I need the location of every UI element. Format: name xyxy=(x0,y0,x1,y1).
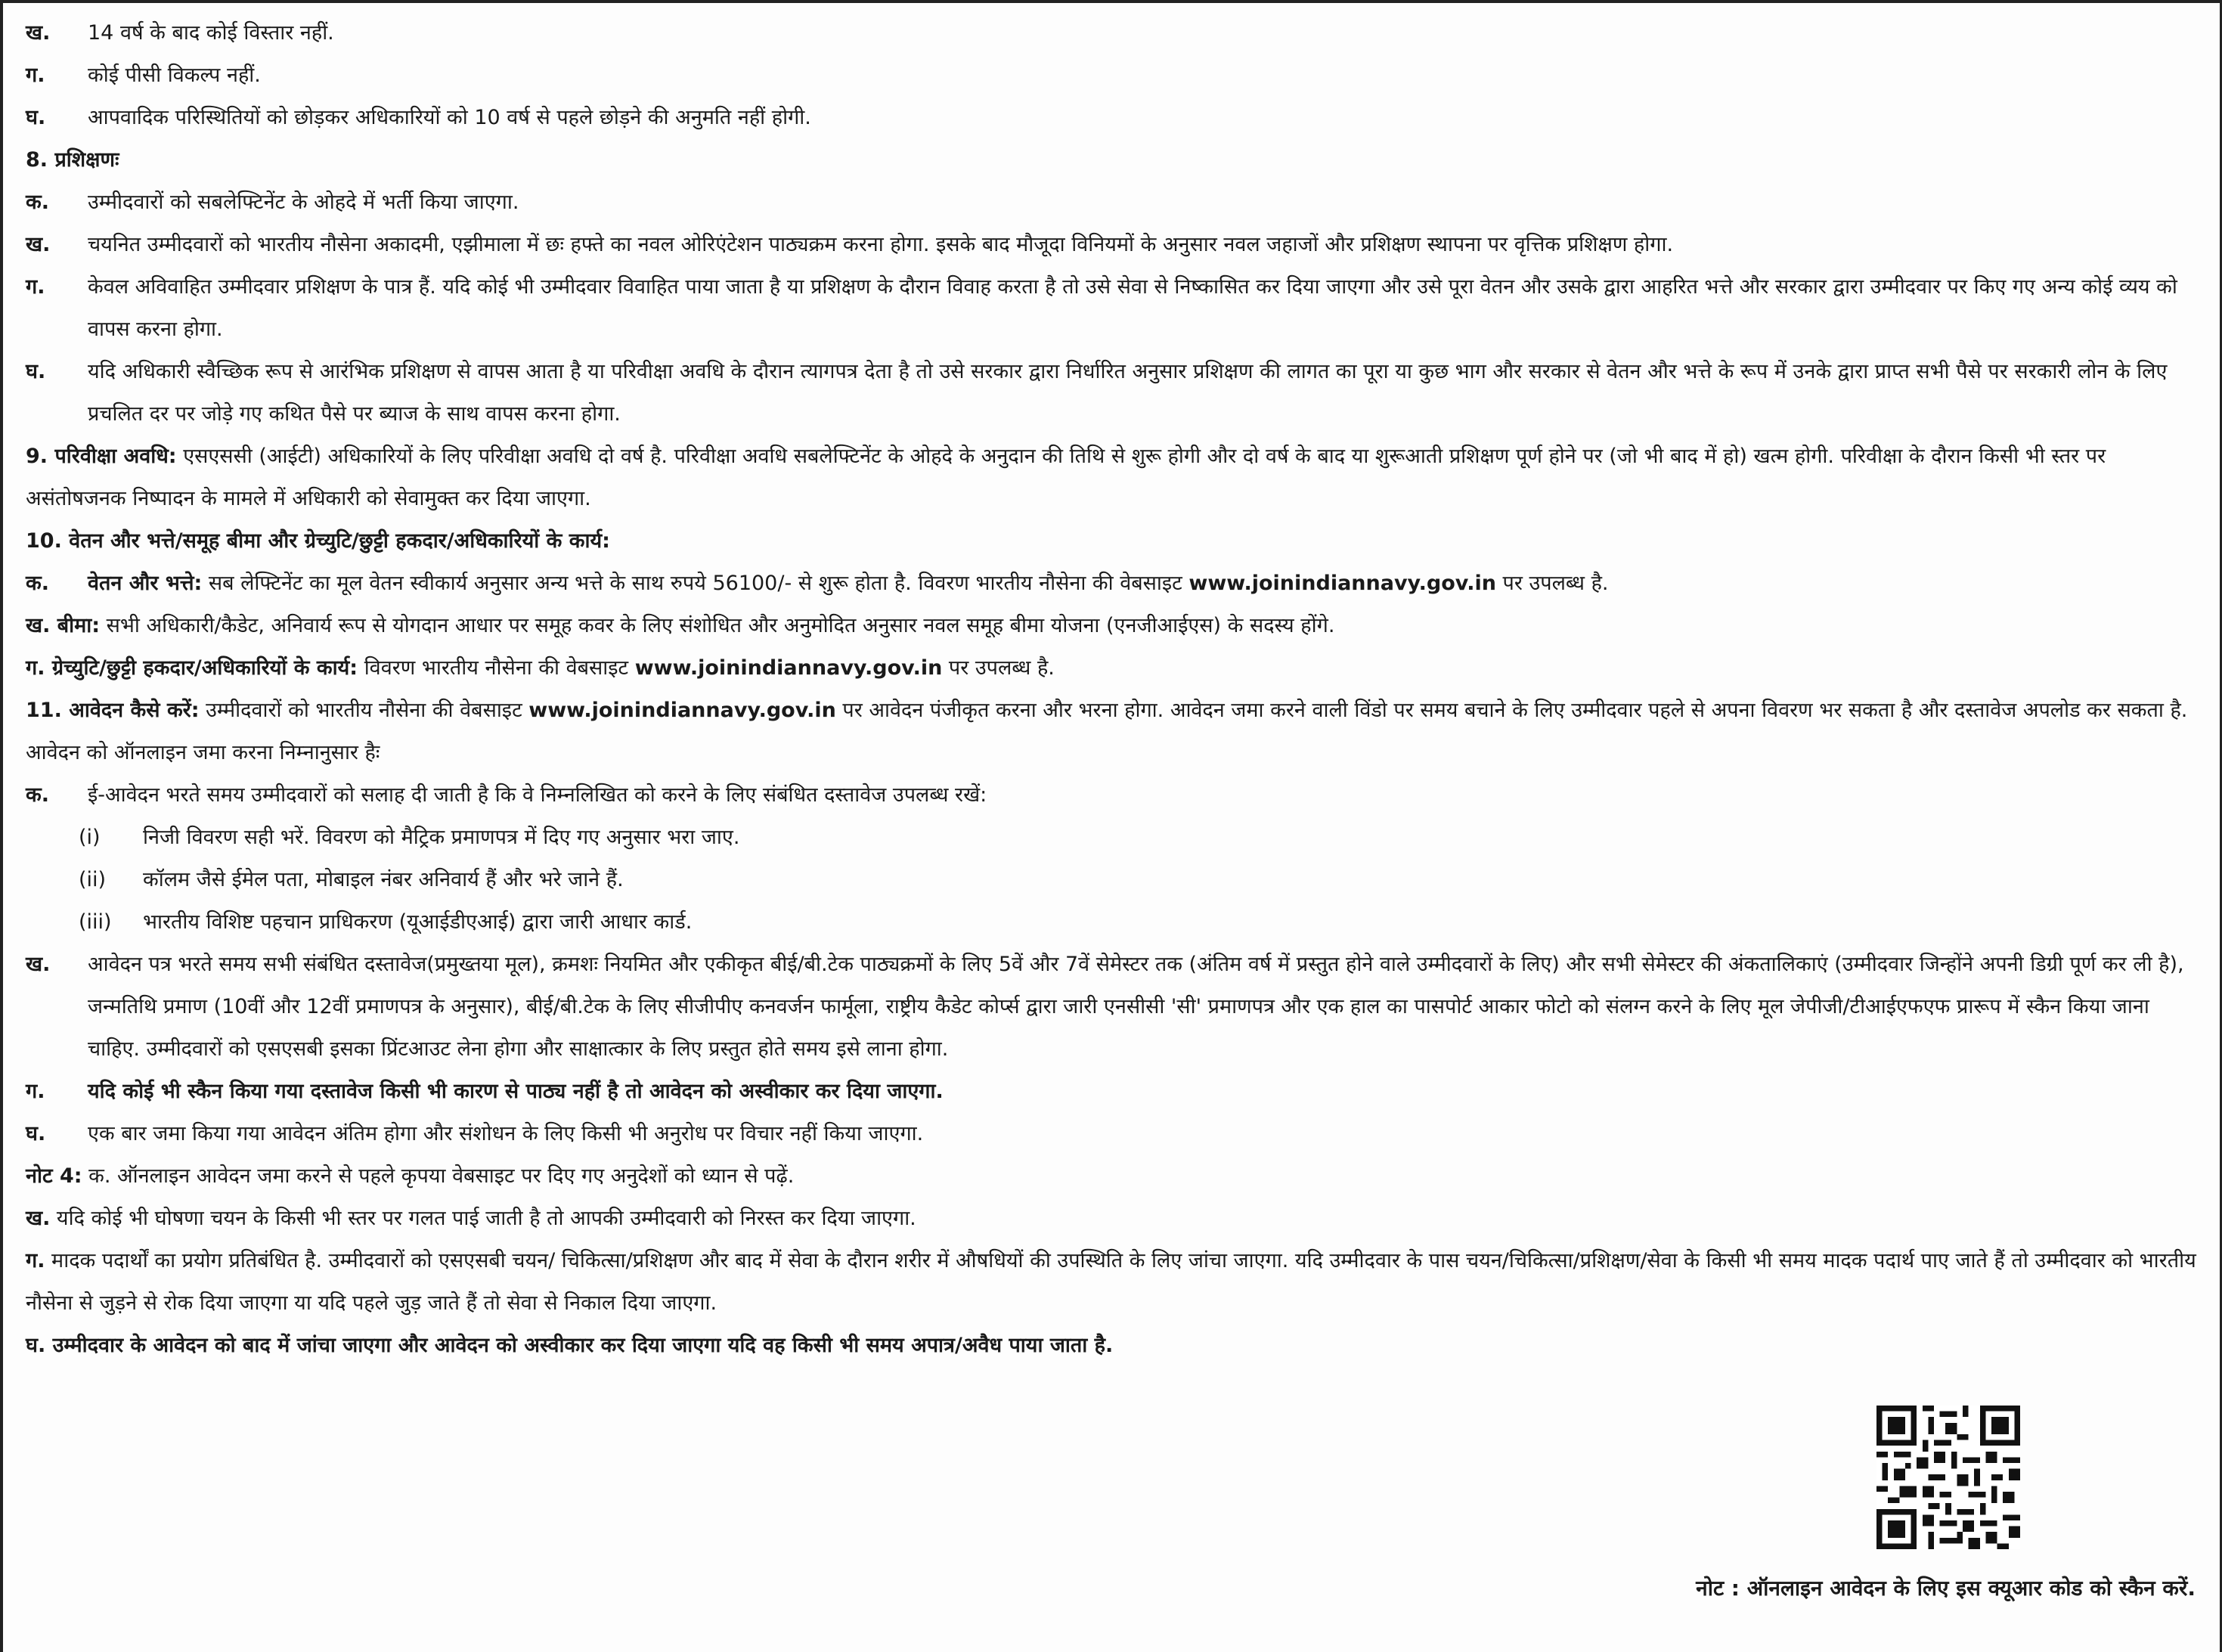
website-url: www.joinindiannavy.gov.in xyxy=(528,699,836,722)
section-tail: पर आवेदन पंजीकृत करना और भरना होगा. आवेदन जमा करने वाली विंडो पर समय बचाने के लिए उम्मीदवार पहले से अपना विवरण भर सकता है और दस्तावेज अपलोड कर सकता है. आवेदन को ऑनलाइन जमा करना निम्नानुसार हैः xyxy=(26,699,2188,764)
website-url: www.joinindiannavy.gov.in xyxy=(634,656,943,680)
qr-scan-note: नोट : ऑनलाइन आवेदन के लिए इस क्यूआर कोड को स्कैन करें. xyxy=(1696,1576,2196,1601)
item-text xyxy=(88,563,2203,605)
note-lead: नोट 4: xyxy=(26,1164,82,1188)
item-marker: घ. xyxy=(26,106,46,129)
sub-list-item xyxy=(26,901,2203,944)
item-text: केवल अविवाहित उम्मीदवार प्रशिक्षण के पात्र हैं. यदि कोई भी उम्मीदवार विवाहित पाया जाता है या प्रशिक्षण के दौरान विवाह करता है तो उसे सेवा से निष्कासित कर दिया जाएगा और उसे पूरा वेतन और उसके द्वारा आहरित भत्ते और सरकार द्वारा उम्मीदवार पर किए गए अन्य कोई व्यय को वापस करना होगा. xyxy=(88,275,2177,341)
sub-item-text: भारतीय विशिष्ट पहचान प्राधिकरण (यूआईडीएआई) द्वारा जारी आधार कार्ड. xyxy=(143,910,693,934)
list-item xyxy=(26,54,2203,97)
note-4-a xyxy=(26,1155,2203,1198)
note-4-d: घ. उम्मीदवार के आवेदन को बाद में जांचा जाएगा और आवेदन को अस्वीकार कर दिया जाएगा यदि वह किसी भी समय अपात्र/अवैध पाया जाता है. xyxy=(26,1334,1114,1357)
item-marker: ख. xyxy=(26,21,51,45)
sub-item-text: कॉलम जैसे ईमेल पता, मोबाइल नंबर अनिवार्य हैं और भरे जाने हैं. xyxy=(143,868,624,891)
item-text: 14 वर्ष के बाद कोई विस्तार नहीं. xyxy=(88,21,334,45)
item-marker: क. xyxy=(26,572,49,595)
item-marker: घ. xyxy=(26,1122,46,1145)
list-item xyxy=(26,351,2203,435)
item-text: यदि कोई भी स्कैन किया गया दस्तावेज किसी भी कारण से पाठ्य नहीं है तो आवेदन को अस्वीकार कर दिया जाएगा. xyxy=(88,1080,944,1103)
list-item xyxy=(26,266,2203,351)
list-item xyxy=(26,12,2203,54)
list-item xyxy=(26,224,2203,266)
item-marker: ग. xyxy=(26,1080,45,1103)
item-tail: पर उपलब्ध है. xyxy=(1495,572,1609,595)
item-marker: क. xyxy=(26,191,49,214)
item-tail: पर उपलब्ध है. xyxy=(942,656,1055,680)
item-text: सभी अधिकारी/कैडेट, अनिवार्य रूप से योगदान आधार पर समूह कवर के लिए संशोधित और अनुमोदित अनुसार नवल समूह बीमा योजना (एनजीआईएस) के सदस्य होंगे. xyxy=(100,614,1335,637)
note-lead: ख. xyxy=(26,1207,51,1230)
list-item xyxy=(26,1113,2203,1155)
note-4-b xyxy=(26,1198,2203,1240)
item-marker: ख. xyxy=(26,233,51,256)
item-lead: ग. ग्रेच्युटि/छुट्टी हकदार/अधिकारियों के कार्य: xyxy=(26,656,358,680)
document-body xyxy=(26,12,2203,1367)
item-text: कोई पीसी विकल्प नहीं. xyxy=(88,64,261,87)
list-item xyxy=(26,774,2203,817)
note-lead: ग. xyxy=(26,1249,45,1272)
list-item xyxy=(26,563,2203,605)
item-text: आपवादिक परिस्थितियों को छोड़कर अधिकारियों को 10 वर्ष से पहले छोड़ने की अनुमति नहीं होगी. xyxy=(88,106,811,129)
item-text: ई-आवेदन भरते समय उम्मीदवारों को सलाह दी जाती है कि वे निम्नलिखित को करने के लिए संबंधित दस्तावेज उपलब्ध रखें: xyxy=(88,783,987,807)
section-heading-pay: 10. वेतन और भत्ते/समूह बीमा और ग्रेच्युटि/छुट्टी हकदार/अधिकारियों के कार्य: xyxy=(26,529,610,553)
note-text: क. ऑनलाइन आवेदन जमा करने से पहले कृपया वेबसाइट पर दिए गए अनुदेशों को ध्यान से पढ़ें. xyxy=(82,1164,795,1188)
item-text: चयनित उम्मीदवारों को भारतीय नौसेना अकादमी, एझीमाला में छः हफ्ते का नवल ओरिएंटेशन पाठ्यक्रम करना होगा. इसके बाद मौजूदा विनियमों के अनुसार नवल जहाजों और प्रशिक्षण स्थापना पर वृत्तिक प्रशिक्षण होगा. xyxy=(88,233,1674,256)
section-heading-training: 8. प्रशिक्षणः xyxy=(26,148,119,172)
sub-item-marker: (iii) xyxy=(79,910,112,934)
section-lead: 11. आवेदन कैसे करें: xyxy=(26,699,200,722)
item-text: विवरण भारतीय नौसेना की वेबसाइट xyxy=(358,656,635,680)
item-body: सब लेफ्टिनेंट का मूल वेतन स्वीकार्य अनुसार अन्य भत्ते के साथ रुपये 56100/- से शुरू होता है. विवरण भारतीय नौसेना की वेबसाइट xyxy=(202,572,1189,595)
sub-item-marker: (i) xyxy=(79,826,101,849)
item-text: आवेदन पत्र भरते समय सभी संबंधित दस्तावेज(प्रमुख्तया मूल), क्रमशः नियमित और एकीकृत बीई/बी.टेक पाठ्यक्रमों के लिए 5वें और 7वें सेमेस्टर तक (अंतिम वर्ष में प्रस्तुत होने वाले उम्मीदवारों के लिए) और सभी सेमेस्टर की अंकतालिकाएं (उम्मीदवार जिन्होंने अपनी डिग्री पूर्ण कर ली है), जन्मतिथि प्रमाण (10वीं और 12वीं प्रमाणपत्र के अनुसार), बीई/बी.टेक के लिए सीजीपीए कनवर्जन फार्मूला, राष्ट्रीय कैडेट कोर्प्स द्वारा जारी एनसीसी 'सी' प्रमाणपत्र और एक हाल का पासपोर्ट आकार फोटो को संलग्न करने के लिए मूल जेपीजी/टीआईएफएफ प्रारूप में स्कैन किया जाना चाहिए. उम्मीदवारों को एसएसबी इसका प्रिंटआउट लेना होगा और साक्षात्कार के लिए प्रस्तुत होते समय इसे लाना होगा. xyxy=(88,953,2184,1061)
item-marker: ग. xyxy=(26,64,45,87)
sub-list-item xyxy=(26,817,2203,859)
section-text: एसएससी (आईटी) अधिकारियों के लिए परिवीक्षा अवधि दो वर्ष है. परिवीक्षा अवधि सबलेफ्टिनेंट के ओहदे के अनुदान की तिथि से शुरू होगी और दो वर्ष के बाद या शुरूआती प्रशिक्षण पूर्ण होने पर (जो भी बाद में हो) खत्म होगी. परिवीक्षा के दौरान किसी भी स्तर पर असंतोषजनक निष्पादन के मामले में अधिकारी को सेवामुक्त कर दिया जाएगा. xyxy=(26,445,2106,510)
sub-item-marker: (ii) xyxy=(79,868,107,891)
insurance-item xyxy=(26,605,2203,647)
sub-list-item xyxy=(26,859,2203,901)
note-4-c xyxy=(26,1240,2203,1325)
item-lead: ख. बीमा: xyxy=(26,614,101,637)
item-marker: घ. xyxy=(26,360,46,383)
list-item xyxy=(26,944,2203,1071)
item-marker: क. xyxy=(26,783,49,807)
item-text: एक बार जमा किया गया आवेदन अंतिम होगा और संशोधन के लिए किसी भी अनुरोध पर विचार नहीं किया जाएगा. xyxy=(88,1122,924,1145)
section-probation xyxy=(26,435,2203,520)
list-item xyxy=(26,97,2203,139)
list-item xyxy=(26,1071,2203,1113)
list-item xyxy=(26,181,2203,224)
sub-item-text: निजी विवरण सही भरें. विवरण को मैट्रिक प्रमाणपत्र में दिए गए अनुसार भरा जाए. xyxy=(143,826,740,849)
section-text: उम्मीदवारों को भारतीय नौसेना की वेबसाइट xyxy=(199,699,529,722)
item-text: यदि अधिकारी स्वैच्छिक रूप से आरंभिक प्रशिक्षण से वापस आता है या परिवीक्षा अवधि के दौरान त्यागपत्र देता है तो उसे सरकार द्वारा निर्धारित अनुसार प्रशिक्षण की लागत का पूरा या कुछ भाग और सरकार से वेतन और भत्ते के रूप में उनके द्वारा प्राप्त सभी पैसे पर सरकारी लोन के लिए प्रचलित दर पर जोड़े गए कथित पैसे पर ब्याज के साथ वापस करना होगा. xyxy=(88,360,2168,426)
qr-code xyxy=(1876,1406,2020,1549)
section-how-to-apply xyxy=(26,690,2203,774)
note-text: मादक पदार्थों का प्रयोग प्रतिबंधित है. उम्मीदवारों को एसएसबी चयन/ चिकित्सा/प्रशिक्षण और बाद में सेवा के दौरान शरीर में औषधियों की उपस्थिति के लिए जांचा जाएगा. यदि उम्मीदवार के पास चयन/चिकित्सा/प्रशिक्षण/सेवा के किसी भी समय मादक पदार्थ पाए जाते हैं तो उम्मीदवार को भारतीय नौसेना से जुड़ने से रोक दिया जाएगा या यदि पहले जुड़ जाते हैं तो सेवा से निकाल दिया जाएगा. xyxy=(26,1249,2196,1315)
website-url: www.joinindiannavy.gov.in xyxy=(1188,572,1496,595)
item-marker: ग. xyxy=(26,275,45,299)
section-lead: 9. परिवीक्षा अवधि: xyxy=(26,445,177,468)
item-marker: ख. xyxy=(26,953,51,976)
item-lead: वेतन और भत्ते: xyxy=(88,572,203,595)
qr-code-icon xyxy=(1876,1406,2020,1549)
gratuity-item xyxy=(26,647,2203,690)
note-text: यदि कोई भी घोषणा चयन के किसी भी स्तर पर गलत पाई जाती है तो आपकी उम्मीदवारी को निरस्त कर दिया जाएगा. xyxy=(50,1207,916,1230)
item-text: उम्मीदवारों को सबलेफ्टिनेंट के ओहदे में भर्ती किया जाएगा. xyxy=(88,191,519,214)
